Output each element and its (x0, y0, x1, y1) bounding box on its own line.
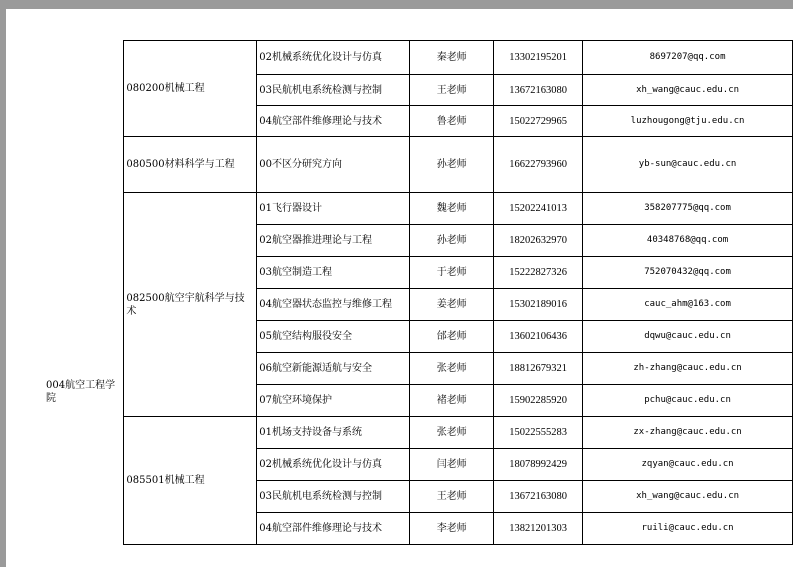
major-cell: 085501机械工程 (124, 417, 257, 545)
phone-cell: 15302189016 (494, 289, 583, 321)
major-cell: 080500材料科学与工程 (124, 137, 257, 193)
direction-cell: 05航空结构服役安全 (257, 321, 410, 353)
phone-cell: 13602106436 (494, 321, 583, 353)
phone-cell: 13302195201 (494, 41, 583, 75)
table-row (44, 417, 793, 449)
teacher-cell: 魏老师 (410, 193, 494, 225)
email-cell: pchu@cauc.edu.cn (583, 385, 793, 417)
college-cell: 004航空工程学院 (44, 41, 124, 545)
document-page (6, 9, 793, 567)
teacher-cell: 于老师 (410, 257, 494, 289)
direction-cell: 01机场支持设备与系统 (257, 417, 410, 449)
phone-cell: 18078992429 (494, 449, 583, 481)
teacher-cell: 王老师 (410, 481, 494, 513)
email-cell: cauc_ahm@163.com (583, 289, 793, 321)
teacher-cell: 姜老师 (410, 289, 494, 321)
direction-cell: 03民航机电系统检测与控制 (257, 481, 410, 513)
phone-cell: 15222827326 (494, 257, 583, 289)
phone-cell: 13672163080 (494, 481, 583, 513)
major-cell: 080200机械工程 (124, 41, 257, 137)
direction-cell: 04航空器状态监控与维修工程 (257, 289, 410, 321)
phone-cell: 15202241013 (494, 193, 583, 225)
teacher-cell: 闫老师 (410, 449, 494, 481)
table-row (44, 41, 793, 75)
teacher-cell: 王老师 (410, 75, 494, 106)
email-cell: 40348768@qq.com (583, 225, 793, 257)
teacher-cell: 张老师 (410, 353, 494, 385)
teacher-cell: 邰老师 (410, 321, 494, 353)
teacher-cell: 张老师 (410, 417, 494, 449)
email-cell: ruili@cauc.edu.cn (583, 513, 793, 545)
email-cell: 8697207@qq.com (583, 41, 793, 75)
email-cell: zh-zhang@cauc.edu.cn (583, 353, 793, 385)
direction-cell: 03航空制造工程 (257, 257, 410, 289)
phone-cell: 15902285920 (494, 385, 583, 417)
direction-cell: 01飞行器设计 (257, 193, 410, 225)
phone-cell: 15022555283 (494, 417, 583, 449)
teacher-cell: 秦老师 (410, 41, 494, 75)
table-row (44, 137, 793, 193)
direction-cell: 02机械系统优化设计与仿真 (257, 41, 410, 75)
teacher-cell: 褚老师 (410, 385, 494, 417)
teacher-cell: 孙老师 (410, 225, 494, 257)
teacher-cell: 孙老师 (410, 137, 494, 193)
email-cell: zqyan@cauc.edu.cn (583, 449, 793, 481)
email-cell: 752070432@qq.com (583, 257, 793, 289)
direction-cell: 02机械系统优化设计与仿真 (257, 449, 410, 481)
direction-cell: 07航空环境保护 (257, 385, 410, 417)
direction-cell: 04航空部件维修理论与技术 (257, 106, 410, 137)
phone-cell: 18812679321 (494, 353, 583, 385)
phone-cell: 15022729965 (494, 106, 583, 137)
direction-cell: 06航空新能源适航与安全 (257, 353, 410, 385)
phone-cell: 16622793960 (494, 137, 583, 193)
direction-cell: 04航空部件维修理论与技术 (257, 513, 410, 545)
email-cell: xh_wang@cauc.edu.cn (583, 481, 793, 513)
email-cell: xh_wang@cauc.edu.cn (583, 75, 793, 106)
direction-cell: 02航空器推进理论与工程 (257, 225, 410, 257)
table-body (44, 41, 793, 545)
email-cell: 358207775@qq.com (583, 193, 793, 225)
admissions-contact-table (44, 40, 793, 545)
teacher-cell: 李老师 (410, 513, 494, 545)
email-cell: dqwu@cauc.edu.cn (583, 321, 793, 353)
direction-cell: 00不区分研究方向 (257, 137, 410, 193)
phone-cell: 13672163080 (494, 75, 583, 106)
email-cell: luzhougong@tju.edu.cn (583, 106, 793, 137)
teacher-cell: 鲁老师 (410, 106, 494, 137)
phone-cell: 18202632970 (494, 225, 583, 257)
direction-cell: 03民航机电系统检测与控制 (257, 75, 410, 106)
email-cell: yb-sun@cauc.edu.cn (583, 137, 793, 193)
phone-cell: 13821201303 (494, 513, 583, 545)
major-cell: 082500航空宇航科学与技术 (124, 193, 257, 417)
email-cell: zx-zhang@cauc.edu.cn (583, 417, 793, 449)
table-row (44, 193, 793, 225)
